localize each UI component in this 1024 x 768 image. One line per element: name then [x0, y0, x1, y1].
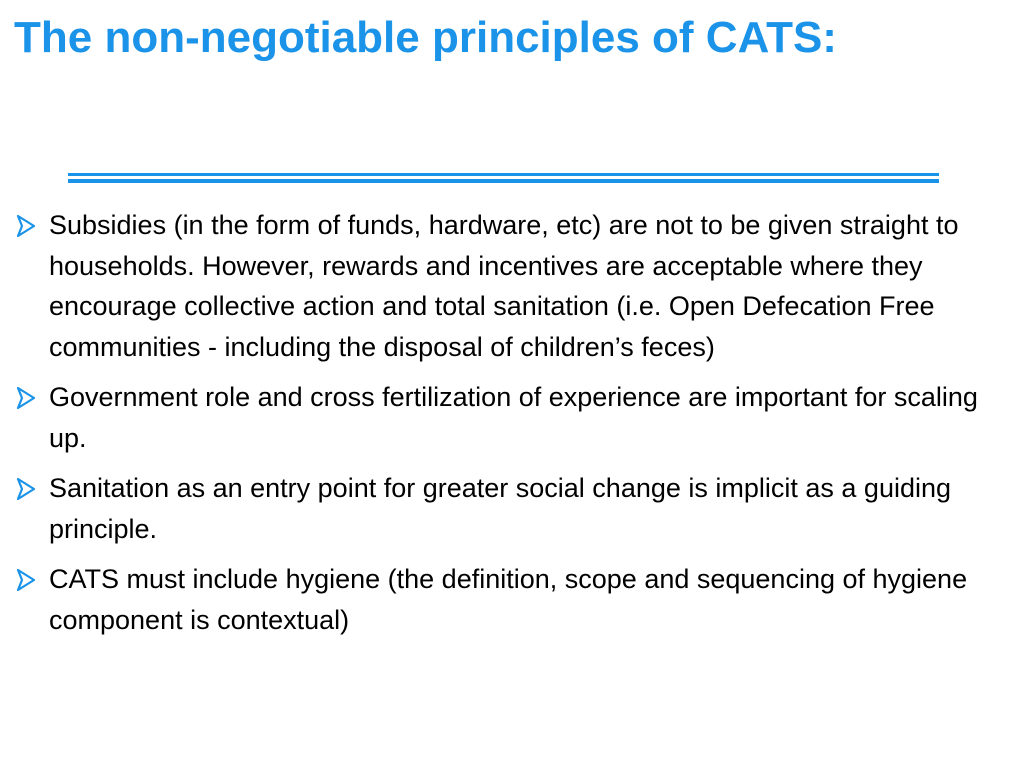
- list-item: [16, 559, 1016, 640]
- bullet-text: Sanitation as an entry point for greater social change is implicit as a guiding principle.: [49, 473, 952, 544]
- list-item: [16, 377, 1016, 458]
- arrow-bullet-icon: [16, 387, 36, 409]
- list-item: [16, 205, 1016, 367]
- bullet-text: CATS must include hygiene (the definition, scope and sequencing of hygiene component is contextual): [49, 564, 968, 635]
- arrow-bullet-icon: [16, 569, 36, 591]
- arrow-bullet-icon: [16, 478, 36, 500]
- bullet-list: [16, 205, 1016, 650]
- divider-line-thin: [68, 173, 939, 176]
- arrow-bullet-icon: [16, 215, 36, 237]
- slide-title: The non-negotiable principles of CATS:: [14, 13, 837, 62]
- bullet-text: Government role and cross fertilization of experience are important for scaling up.: [49, 382, 978, 453]
- title-divider: [68, 173, 939, 183]
- bullet-text: Subsidies (in the form of funds, hardware, etc) are not to be given straight to households. However, rewards and incentives are acceptable where they encourage collective action and total sanitation (i.e. Open Defecation Free communities - including the disposal of children’s feces): [49, 210, 959, 362]
- divider-line-thick: [68, 179, 939, 183]
- list-item: [16, 468, 1016, 549]
